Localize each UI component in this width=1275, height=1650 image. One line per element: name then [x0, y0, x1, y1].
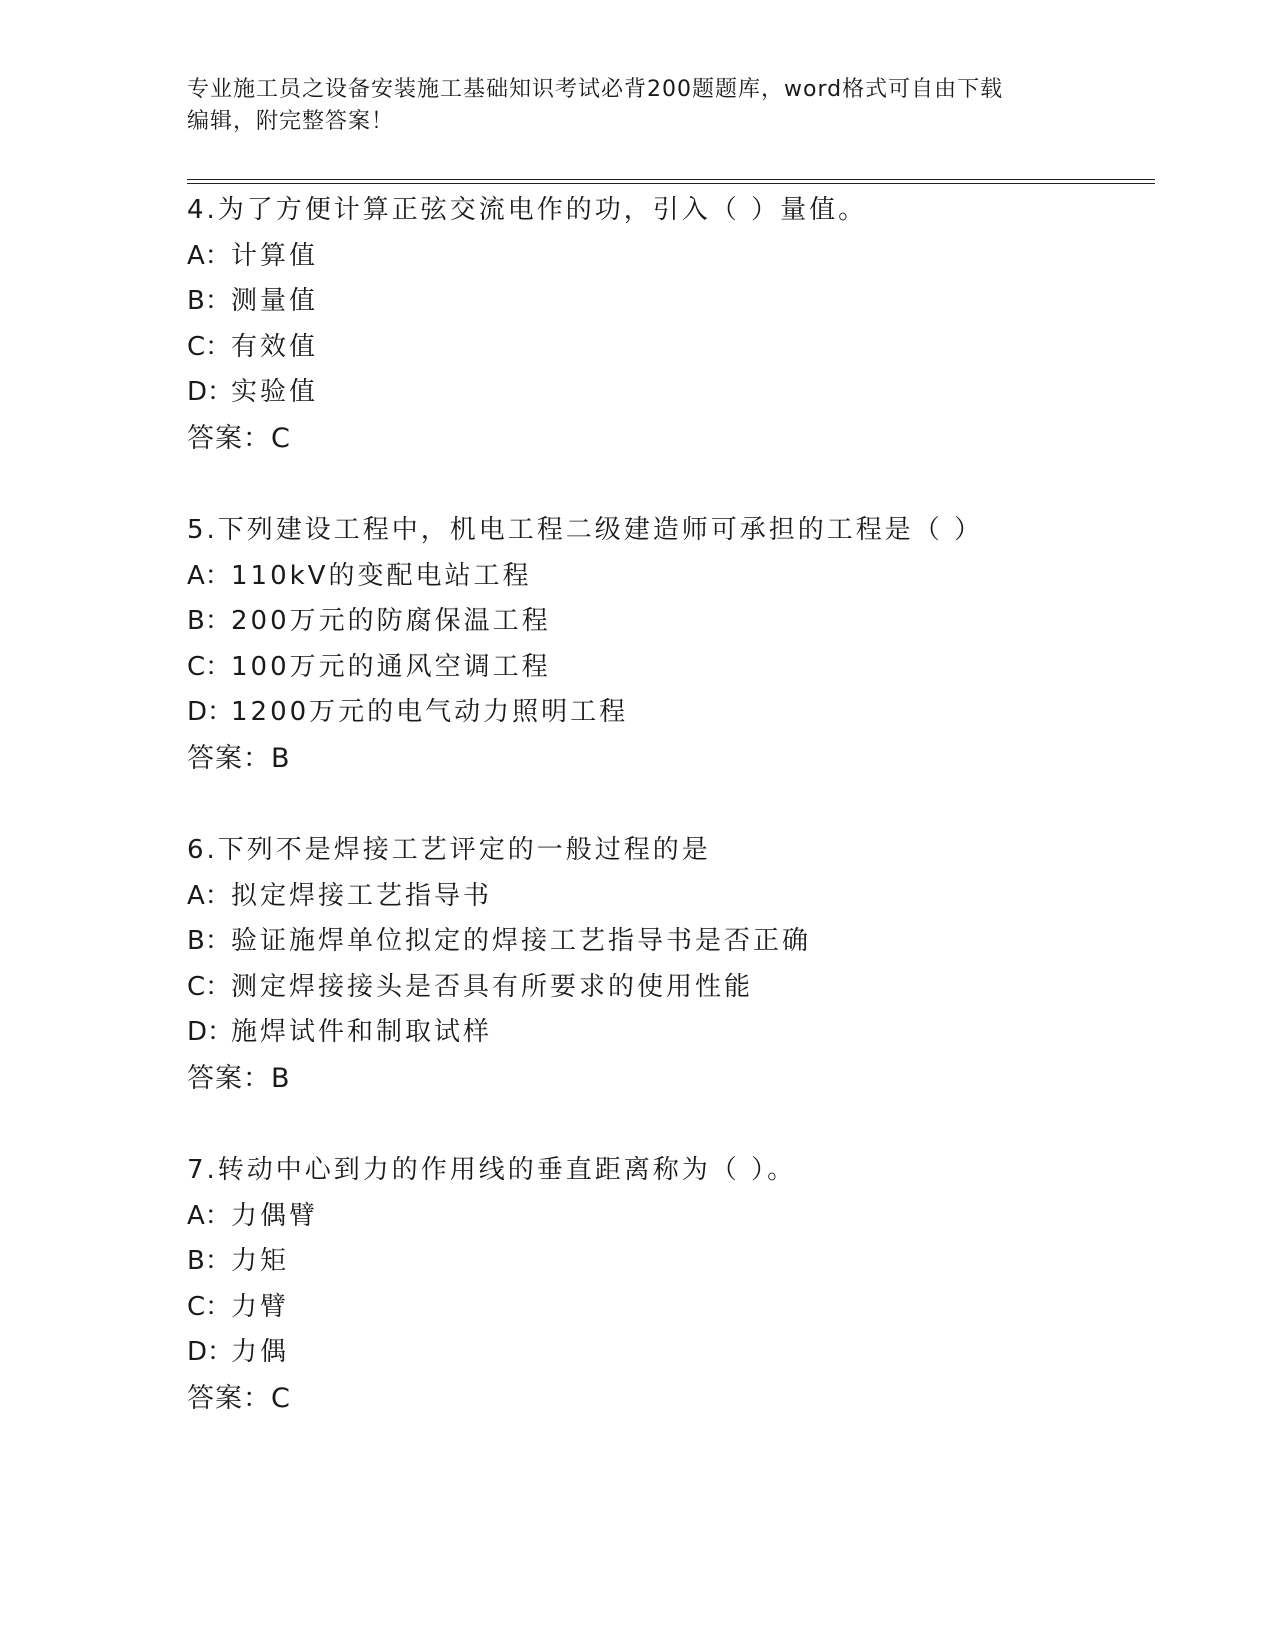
- option-c: [187, 645, 1147, 691]
- option-text: 拟定焊接工艺指导书: [231, 880, 493, 911]
- option-text: 力臂: [231, 1291, 290, 1322]
- option-c: [187, 1285, 1147, 1331]
- option-d: [187, 370, 1147, 416]
- option-letter: B：: [187, 1246, 231, 1276]
- option-text: 验证施焊单位拟定的焊接工艺指导书是否正确: [231, 926, 812, 956]
- option-text: 1200万元的电气动力照明工程: [231, 697, 629, 727]
- option-letter: D：: [187, 1337, 234, 1367]
- option-a: [187, 874, 1147, 920]
- option-text: 110kV的变配电站工程: [231, 560, 532, 591]
- option-text: 力偶臂: [231, 1200, 319, 1231]
- option-letter: C：: [187, 331, 232, 362]
- header-line-1: 专业施工员之设备安装施工基础知识考试必背200题题库，word格式可自由下载: [187, 77, 1004, 102]
- option-text: 200万元的防腐保温工程: [231, 606, 551, 636]
- option-text: 100万元的通风空调工程: [231, 651, 551, 682]
- option-letter: B：: [187, 926, 231, 956]
- option-d: [187, 1010, 1147, 1056]
- document-header: [187, 74, 1067, 138]
- option-letter: D：: [187, 1017, 234, 1047]
- option-text: 实验值: [231, 377, 319, 407]
- option-letter: D：: [187, 377, 234, 407]
- option-text: 测量值: [231, 286, 319, 316]
- question-list: [187, 188, 1147, 1468]
- option-letter: C：: [187, 971, 232, 1002]
- header-divider: [187, 179, 1155, 184]
- question-stem: 6.下列不是焊接工艺评定的一般过程的是: [187, 835, 711, 865]
- option-b: [187, 599, 1147, 645]
- question-stem: 4.为了方便计算正弦交流电作的功，引入（ ）量值。: [187, 195, 868, 225]
- question-stem: 7.转动中心到力的作用线的垂直距离称为（ ）。: [187, 1155, 797, 1185]
- option-text: 力矩: [231, 1246, 290, 1276]
- answer-line: 答案：B: [187, 742, 291, 774]
- question-stem: 5.下列建设工程中，机电工程二级建造师可承担的工程是（ ）: [187, 515, 984, 545]
- option-letter: A：: [187, 560, 231, 591]
- option-letter: A：: [187, 240, 231, 271]
- question-4: [187, 188, 1147, 461]
- option-b: [187, 1239, 1147, 1285]
- option-text: 计算值: [231, 240, 319, 271]
- question-7: [187, 1148, 1147, 1421]
- option-letter: D：: [187, 697, 234, 727]
- option-a: [187, 234, 1147, 280]
- option-letter: A：: [187, 1200, 231, 1231]
- option-text: 测定焊接接头是否具有所要求的使用性能: [231, 971, 754, 1002]
- option-c: [187, 965, 1147, 1011]
- option-letter: B：: [187, 286, 231, 316]
- option-letter: C：: [187, 651, 232, 682]
- option-b: [187, 279, 1147, 325]
- option-letter: A：: [187, 880, 231, 911]
- option-b: [187, 919, 1147, 965]
- option-text: 力偶: [231, 1337, 290, 1367]
- question-6: [187, 828, 1147, 1101]
- question-5: [187, 508, 1147, 781]
- option-a: [187, 554, 1147, 600]
- header-line-2: 编辑，附完整答案！: [187, 109, 395, 134]
- option-letter: C：: [187, 1291, 232, 1322]
- option-c: [187, 325, 1147, 371]
- option-letter: B：: [187, 606, 231, 636]
- option-d: [187, 690, 1147, 736]
- answer-line: 答案：C: [187, 1382, 291, 1414]
- option-text: 施焊试件和制取试样: [231, 1017, 493, 1047]
- answer-line: 答案：B: [187, 1062, 291, 1094]
- answer-line: 答案：C: [187, 422, 291, 454]
- option-a: [187, 1194, 1147, 1240]
- option-text: 有效值: [231, 331, 319, 362]
- option-d: [187, 1330, 1147, 1376]
